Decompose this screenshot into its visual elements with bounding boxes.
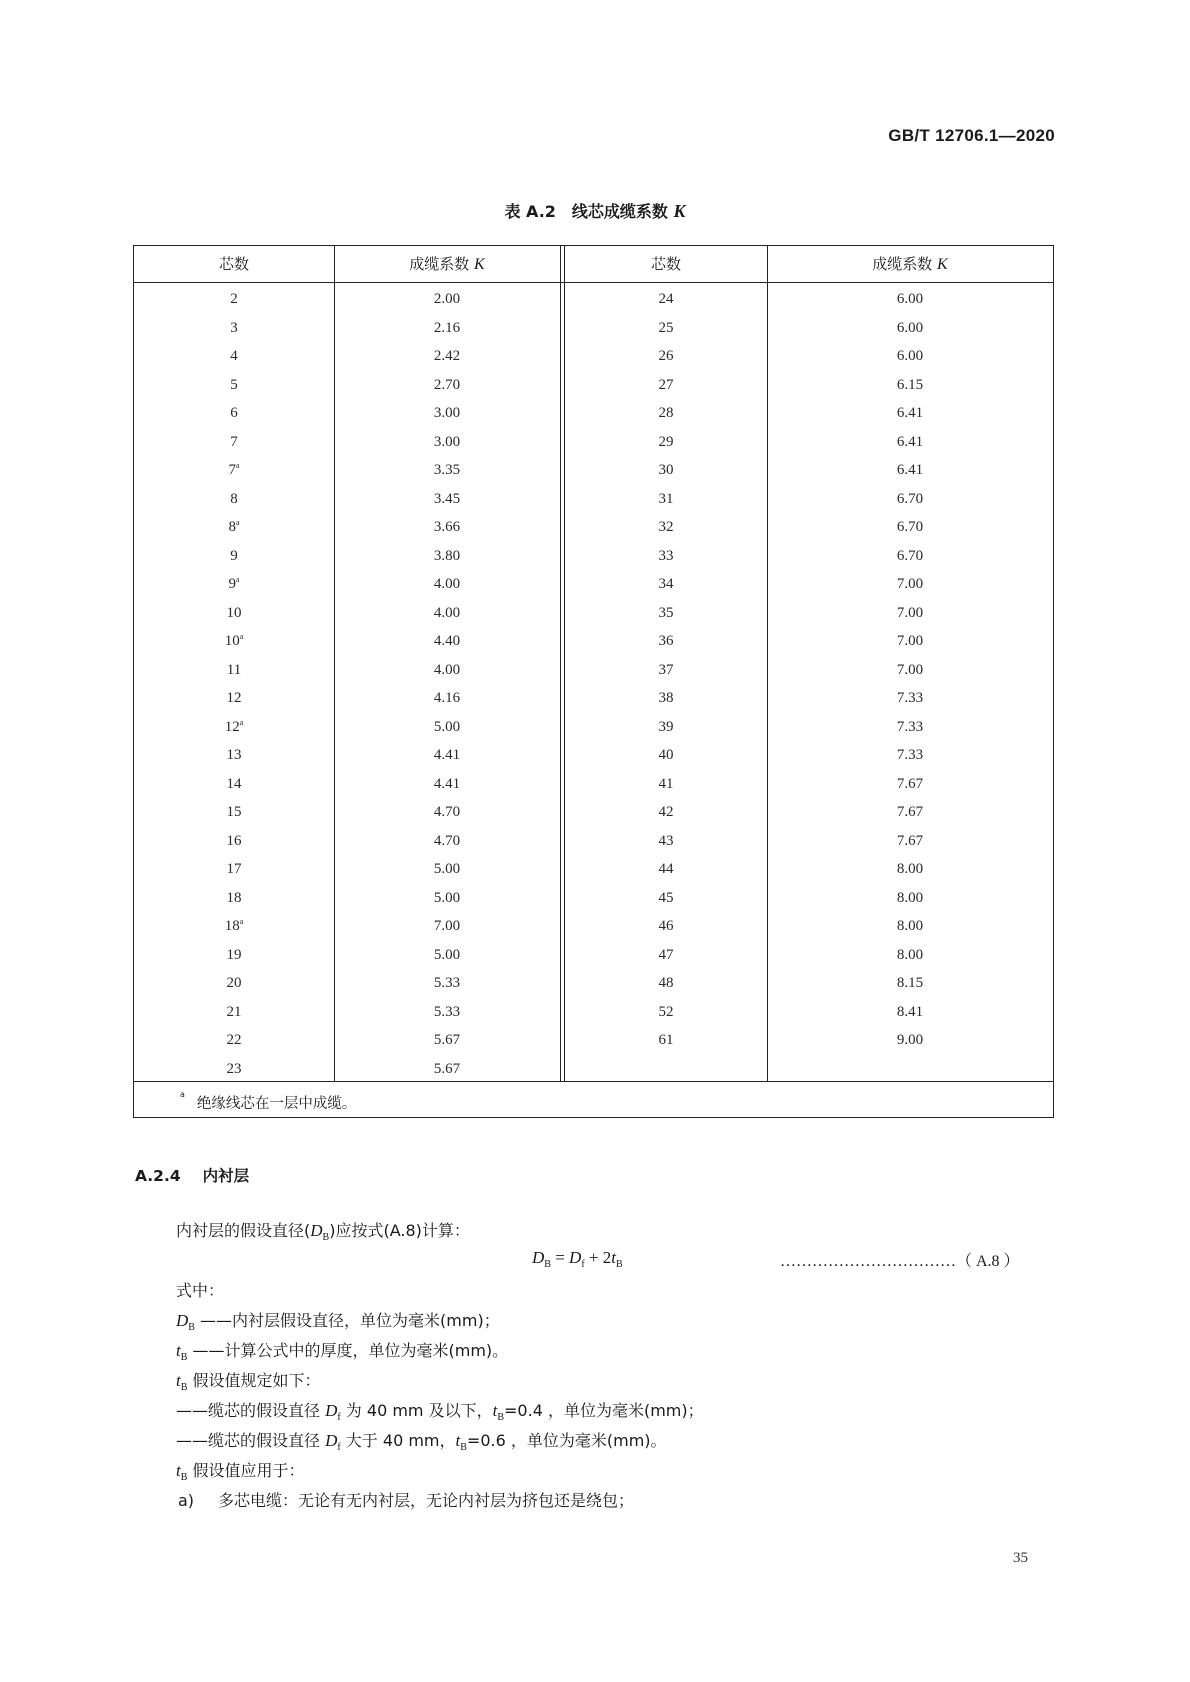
core-count-value: 8 <box>228 519 236 535</box>
intro-text-a: 内衬层的假设直径( <box>176 1221 311 1240</box>
table-row <box>134 542 1053 571</box>
cell-factor: 7.67 <box>896 804 924 820</box>
cell-factor: 2.16 <box>433 319 461 336</box>
list-item-a <box>178 1488 634 1511</box>
eq-var2-sub: f <box>581 1259 585 1270</box>
cell-core-count: 31 <box>658 490 674 507</box>
apply-var: t <box>176 1461 181 1480</box>
apply-line <box>176 1458 305 1481</box>
cell-core-count <box>134 998 334 1027</box>
cell-factor: 6.70 <box>896 547 924 564</box>
eq-var3-sub: B <box>616 1259 623 1270</box>
cell-core-count: 61 <box>658 1032 674 1048</box>
core-count-value: 6 <box>230 405 238 421</box>
cell-factor: 7.00 <box>896 633 924 649</box>
eq-var2: D <box>569 1248 582 1267</box>
spec-item-2 <box>176 1428 667 1451</box>
cell-core-count: 25 <box>658 319 674 336</box>
eq-plus: + 2 <box>584 1248 612 1267</box>
table-row <box>134 798 1053 827</box>
cell-core-count <box>134 428 334 457</box>
cell-factor: 7.33 <box>896 690 924 706</box>
cell-core-count <box>134 599 334 628</box>
table-row <box>134 285 1053 314</box>
table-row <box>134 770 1053 799</box>
core-count-value: 11 <box>226 661 242 678</box>
table-row <box>134 1055 1053 1084</box>
cell-factor: 6.15 <box>896 376 924 393</box>
cell-core-count <box>134 912 334 941</box>
table-row <box>134 399 1053 428</box>
table-row <box>134 371 1053 400</box>
cell-core-count <box>134 656 334 685</box>
equation-a8 <box>532 1248 623 1268</box>
cell-core-count: 52 <box>658 1003 674 1020</box>
cell-core-count: 45 <box>658 889 674 906</box>
table-row <box>134 599 1053 628</box>
table-row <box>134 1026 1053 1055</box>
cell-factor: 7.33 <box>896 747 924 763</box>
core-count-value: 10 <box>226 604 242 621</box>
core-count-value: 23 <box>226 1060 242 1077</box>
header-factor-var: K <box>937 256 948 273</box>
footnote-ref: a <box>235 518 240 527</box>
table-row <box>134 741 1053 770</box>
cell-factor: 4.00 <box>433 604 461 621</box>
item1-sub: f <box>337 1412 341 1423</box>
cell-core-count <box>134 684 334 713</box>
cell-factor: 2.00 <box>433 291 461 307</box>
cell-core-count <box>134 314 334 343</box>
cell-factor: 3.00 <box>433 405 461 421</box>
cell-factor: 5.00 <box>433 861 461 877</box>
cell-core-count <box>134 798 334 827</box>
cell-factor: 7.00 <box>896 604 924 621</box>
cell-factor: 3.35 <box>433 462 461 478</box>
table-row <box>134 827 1053 856</box>
core-count-value: 18 <box>224 918 240 934</box>
header-core-count-right: 芯数 <box>650 255 681 273</box>
footnote-mark: a <box>180 1090 185 1099</box>
footnote-text: 绝缘线芯在一层中成缆。 <box>196 1095 357 1112</box>
core-count-value: 20 <box>226 975 242 991</box>
table-header <box>134 246 1053 283</box>
cell-core-count <box>134 285 334 314</box>
list-a-label: a) <box>178 1491 195 1510</box>
section-title: 内衬层 <box>202 1167 250 1185</box>
def1-var: D <box>176 1311 189 1330</box>
cell-factor: 4.00 <box>433 576 461 592</box>
spec-var: t <box>176 1371 181 1390</box>
cell-core-count: 48 <box>658 975 674 991</box>
cell-factor: 6.41 <box>896 405 924 421</box>
cell-factor: 7.67 <box>896 832 924 849</box>
cell-factor: 5.00 <box>433 889 461 906</box>
cell-factor: 9.00 <box>896 1032 924 1048</box>
table-row <box>134 627 1053 656</box>
cell-core-count: 38 <box>658 690 674 706</box>
cell-core-count: 32 <box>658 519 674 535</box>
item1-var2: t <box>492 1401 498 1420</box>
cell-factor: 8.41 <box>896 1003 924 1020</box>
cell-factor: 5.00 <box>433 946 461 963</box>
cell-factor: 2.70 <box>433 376 461 393</box>
cell-factor: 3.80 <box>433 547 461 564</box>
core-count-value: 10 <box>224 633 240 649</box>
table-row <box>134 342 1053 371</box>
apply-text: 假设值应用于： <box>187 1461 305 1480</box>
core-count-value: 12 <box>226 690 242 706</box>
core-count-value: 13 <box>226 747 242 763</box>
item2-var: D <box>325 1431 338 1450</box>
cell-core-count <box>134 542 334 571</box>
core-count-value: 7 <box>230 433 238 450</box>
cell-core-count: 37 <box>658 661 674 678</box>
header-factor-right <box>767 246 1053 282</box>
item1-c: =0.4 ，单位为毫米(mm)； <box>504 1401 704 1420</box>
table-title-variable: K <box>673 201 686 221</box>
item2-sub: f <box>337 1442 341 1453</box>
item2-sub2: B <box>460 1442 467 1453</box>
core-count-value: 15 <box>226 804 242 820</box>
core-count-value: 5 <box>230 376 238 393</box>
core-count-value: 9 <box>228 576 236 592</box>
item1-b: 为 40 mm 及以下， <box>340 1401 493 1420</box>
cell-factor: 6.00 <box>896 348 924 364</box>
table-title <box>0 199 1190 222</box>
header-factor-text: 成缆系数 <box>409 255 475 273</box>
cell-factor: 6.70 <box>896 490 924 507</box>
def1-sub: B <box>188 1322 195 1333</box>
cell-core-count <box>134 342 334 371</box>
cell-core-count <box>134 827 334 856</box>
item2-b: 大于 40 mm， <box>340 1431 456 1450</box>
cell-core-count <box>134 513 334 542</box>
cell-factor: 6.00 <box>896 291 924 307</box>
cell-core-count: 44 <box>658 861 674 877</box>
table-row <box>134 855 1053 884</box>
cell-core-count <box>134 570 334 599</box>
cell-factor: 8.00 <box>896 946 924 963</box>
cell-factor: 4.41 <box>433 747 461 763</box>
footnote-ref: a <box>239 632 244 641</box>
table-row <box>134 941 1053 970</box>
spec-line <box>176 1368 321 1391</box>
standard-code: GB/T 12706.1—2020 <box>888 126 1055 145</box>
cell-factor: 4.70 <box>433 832 461 849</box>
cell-factor: 5.67 <box>433 1032 461 1048</box>
cell-core-count: 29 <box>658 433 674 450</box>
cell-core-count <box>134 770 334 799</box>
cell-core-count <box>134 741 334 770</box>
cell-factor: 7.00 <box>433 918 461 934</box>
item1-a: ——缆芯的假设直径 <box>176 1401 326 1420</box>
cell-core-count <box>134 399 334 428</box>
cell-factor: 7.33 <box>896 718 924 735</box>
cell-factor: 7.00 <box>896 576 924 592</box>
cell-factor: 3.66 <box>433 519 461 535</box>
cell-core-count: 33 <box>658 547 674 564</box>
cell-core-count <box>134 969 334 998</box>
cell-factor: 8.00 <box>896 861 924 877</box>
table-row <box>134 884 1053 913</box>
core-count-value: 2 <box>230 291 238 307</box>
header-factor-left <box>334 246 560 282</box>
cell-factor: 5.00 <box>433 718 461 735</box>
cell-factor: 4.16 <box>433 690 461 706</box>
cell-core-count <box>134 456 334 485</box>
cell-core-count: 26 <box>658 348 674 364</box>
eq-equals: = <box>550 1248 570 1267</box>
cell-core-count: 34 <box>658 576 674 592</box>
cell-core-count: 47 <box>658 946 674 963</box>
footnote-ref: a <box>239 917 244 926</box>
header-factor-text: 成缆系数 <box>872 255 938 273</box>
table-footnote <box>134 1081 1053 1117</box>
footnote-ref: a <box>235 461 240 470</box>
definition-db <box>176 1308 500 1331</box>
core-count-value: 16 <box>226 832 242 849</box>
cell-factor: 3.45 <box>433 490 461 507</box>
cell-factor: 4.70 <box>433 804 461 820</box>
cell-core-count: 35 <box>658 604 674 621</box>
intro-var: D <box>310 1221 323 1240</box>
list-a-text: 多芯电缆：无论有无内衬层，无论内衬层为挤包还是绕包； <box>218 1491 635 1510</box>
spec-text: 假设值规定如下： <box>187 1371 321 1390</box>
cell-core-count: 30 <box>658 462 674 478</box>
equation-reference: ……………………………（ A.8 ） <box>780 1253 1020 1270</box>
cell-factor: 6.41 <box>896 462 924 478</box>
intro-paragraph <box>176 1218 470 1241</box>
cell-factor: 8.15 <box>896 975 924 991</box>
cell-factor: 5.33 <box>433 975 461 991</box>
core-count-value: 17 <box>226 861 242 877</box>
header-factor-var: K <box>474 256 485 273</box>
table-row <box>134 912 1053 941</box>
core-count-value: 21 <box>226 1003 242 1020</box>
cell-factor: 8.00 <box>896 918 924 934</box>
cell-core-count: 24 <box>658 291 674 307</box>
cell-core-count: 43 <box>658 832 674 849</box>
cell-factor: 6.00 <box>896 319 924 336</box>
core-count-value: 4 <box>230 348 238 364</box>
eq-lhs-sub: B <box>544 1259 551 1270</box>
item2-a: ——缆芯的假设直径 <box>176 1431 326 1450</box>
item1-var: D <box>325 1401 338 1420</box>
table-row <box>134 713 1053 742</box>
cell-core-count <box>134 1055 334 1084</box>
core-count-value: 22 <box>226 1032 242 1048</box>
def2-var: t <box>176 1341 181 1360</box>
cell-factor: 4.00 <box>433 661 461 678</box>
section-heading <box>135 1164 249 1186</box>
coefficient-table <box>133 245 1054 1118</box>
cell-core-count: 36 <box>658 633 674 649</box>
table-row <box>134 684 1053 713</box>
footnote-ref: a <box>235 575 240 584</box>
cell-core-count <box>134 713 334 742</box>
header-core-count-left: 芯数 <box>218 255 249 273</box>
item1-sub2: B <box>497 1412 505 1423</box>
item2-c: =0.6 ，单位为毫米(mm)。 <box>466 1431 667 1450</box>
cell-core-count <box>134 941 334 970</box>
apply-sub: B <box>180 1472 188 1483</box>
footnote-ref: a <box>239 717 244 727</box>
cell-factor: 4.40 <box>433 633 461 649</box>
cell-core-count: 46 <box>658 918 674 934</box>
cell-factor: 6.70 <box>896 519 924 535</box>
def2-text: ——计算公式中的厚度，单位为毫米(mm)。 <box>187 1341 509 1360</box>
core-count-value: 7 <box>228 462 236 478</box>
table-row <box>134 513 1053 542</box>
section-number: A.2.4 <box>135 1167 181 1185</box>
table-row <box>134 998 1053 1027</box>
table-row <box>134 656 1053 685</box>
where-label: 式中： <box>176 1281 225 1300</box>
cell-core-count: 40 <box>658 747 674 763</box>
table-row <box>134 485 1053 514</box>
table-row <box>134 969 1053 998</box>
cell-core-count <box>134 627 334 656</box>
def2-sub: B <box>180 1352 188 1363</box>
cell-factor: 7.00 <box>896 661 924 678</box>
cell-factor: 5.33 <box>433 1003 461 1020</box>
table-title-text: 表 A.2 线芯成缆系数 <box>504 202 674 221</box>
definition-tb <box>176 1338 508 1361</box>
core-count-value: 18 <box>226 889 242 906</box>
eq-lhs: D <box>532 1248 545 1267</box>
table-row <box>134 428 1053 457</box>
eq-var3: t <box>611 1248 616 1267</box>
core-count-value: 14 <box>226 775 242 792</box>
cell-core-count <box>134 855 334 884</box>
cell-core-count <box>134 884 334 913</box>
core-count-value: 8 <box>230 490 238 507</box>
cell-factor: 5.67 <box>433 1060 461 1077</box>
cell-core-count: 28 <box>658 405 674 421</box>
intro-text-b: )应按式(A.8)计算： <box>329 1221 470 1240</box>
table-row <box>134 314 1053 343</box>
cell-core-count <box>134 371 334 400</box>
cell-factor: 2.42 <box>433 348 461 364</box>
core-count-value: 3 <box>230 319 238 336</box>
core-count-value: 19 <box>226 946 242 963</box>
item2-var2: t <box>455 1431 461 1450</box>
cell-factor: 7.67 <box>896 775 924 792</box>
table-row <box>134 456 1053 485</box>
cell-core-count: 41 <box>658 775 674 792</box>
spec-sub: B <box>180 1382 188 1393</box>
cell-factor: 8.00 <box>896 889 924 906</box>
cell-core-count: 42 <box>658 804 674 820</box>
cell-factor: 6.41 <box>896 433 924 450</box>
cell-core-count: 39 <box>658 718 674 735</box>
cell-factor: 3.00 <box>433 433 461 450</box>
spec-item-1 <box>176 1398 704 1421</box>
page-number: 35 <box>1013 1550 1028 1566</box>
def1-text: ——内衬层假设直径，单位为毫米(mm)； <box>194 1311 500 1330</box>
table-row <box>134 570 1053 599</box>
core-count-value: 9 <box>230 547 238 564</box>
intro-sub: B <box>322 1232 330 1243</box>
cell-factor: 4.41 <box>433 775 461 792</box>
core-count-value: 12 <box>224 718 240 735</box>
cell-core-count <box>134 1026 334 1055</box>
cell-core-count <box>134 485 334 514</box>
cell-core-count: 27 <box>658 376 674 393</box>
